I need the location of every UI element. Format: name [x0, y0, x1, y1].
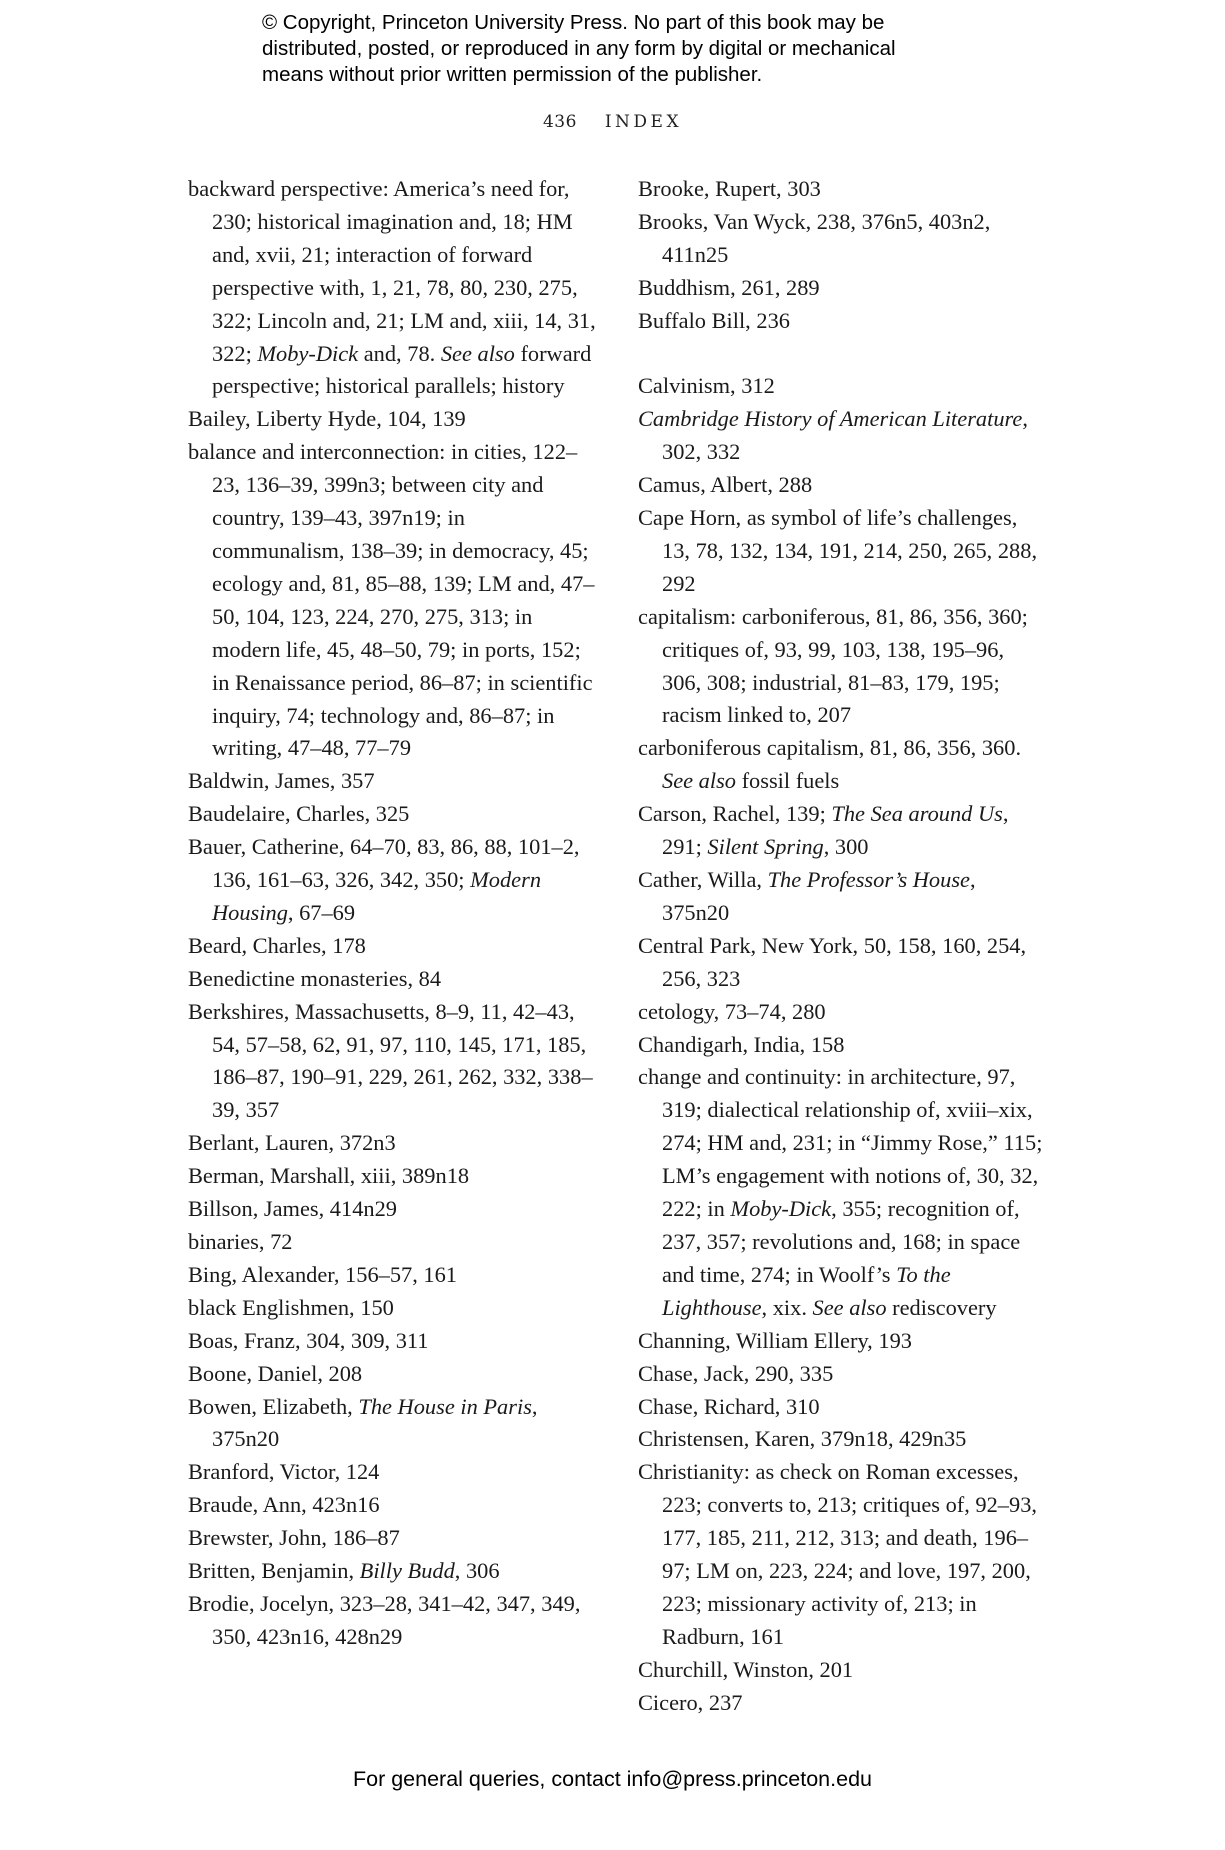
entry-text: carboniferous capitalism, 81, 86, 356, 360.	[638, 735, 1022, 761]
section-title: INDEX	[604, 112, 683, 132]
index-entry	[188, 403, 598, 436]
index-entry	[638, 370, 1043, 403]
italic-title: Modern Housing	[212, 867, 542, 925]
entry-text: balance and interconnection: in cities, 122–23, 136–39, 399n3; between city and country, 139–43, 397n19; in communalism, 138–39; in democracy, 45; ecology and, 81, 85–88, 139; LM and, 47–50, 104, 123, 224, 270, 275, 313; in modern life, 45, 48–50, 79; in ports, 152; in Renaissance period, 86–87; in scientific inquiry, 74; technology and, 86–87; in writing, 47–48, 77–79	[188, 439, 595, 761]
entry-text: , 306	[454, 1558, 500, 1584]
entry-text: Bing, Alexander, 156–57, 161	[188, 1261, 458, 1287]
letter-group-spacer	[638, 338, 1043, 371]
index-entry	[188, 963, 598, 996]
index-entry	[638, 1029, 1043, 1062]
index-entry	[188, 1456, 598, 1489]
entry-text: Boas, Franz, 304, 309, 311	[188, 1327, 429, 1353]
entry-text: Brewster, John, 186–87	[188, 1525, 400, 1551]
copyright-notice	[262, 10, 1022, 88]
index-entry	[638, 601, 1043, 733]
index-entry	[638, 305, 1043, 338]
entry-text: Baudelaire, Charles, 325	[188, 801, 410, 827]
entry-text: , 375n20	[662, 867, 976, 925]
index-entry	[188, 1555, 598, 1588]
italic-title: Billy Budd	[359, 1558, 455, 1584]
entry-text: backward perspective: America’s need for, 230; historical imagination and, 18; HM and, xvii, 21; interaction of forward perspective with, 1, 21, 78, 80, 230, 275, 322; Lincoln and, 21; LM and, xiii, 14, 31, 322;	[188, 176, 596, 366]
entry-text: Carson, Rachel, 139;	[638, 801, 832, 827]
index-entry	[188, 1127, 598, 1160]
entry-text: , 300	[823, 834, 869, 860]
index-entry	[188, 1193, 598, 1226]
index-entry	[638, 173, 1043, 206]
entry-text: Benedictine monasteries, 84	[188, 965, 442, 991]
italic-title: Cambridge History of American Literature	[638, 406, 1023, 432]
copyright-line: means without prior written permission of the publisher.	[262, 63, 763, 86]
italic-title: Silent Spring	[707, 834, 824, 860]
running-head	[0, 112, 1225, 132]
italic-title: Moby-Dick	[257, 340, 359, 366]
index-entry	[638, 1325, 1043, 1358]
entry-text: , 291;	[662, 801, 1009, 860]
entry-text: forward perspective; historical parallels; history	[212, 340, 592, 399]
entry-text: Cape Horn, as symbol of life’s challenges, 13, 78, 132, 134, 191, 214, 250, 265, 288, 292	[638, 505, 1038, 596]
index-entry	[638, 732, 1043, 798]
entry-text: , 355; recognition of, 237, 357; revolutions and, 168; in space and time, 274; in Woolf’s	[662, 1196, 1021, 1287]
index-entry	[638, 864, 1043, 930]
entry-text: binaries, 72	[188, 1229, 293, 1254]
entry-text: Baldwin, James, 357	[188, 768, 375, 794]
entry-text: Cicero, 237	[638, 1689, 743, 1715]
index-entry	[188, 1259, 598, 1292]
index-entry	[638, 996, 1043, 1029]
entry-text: , 302, 332	[662, 406, 1028, 465]
index-column-right	[638, 173, 1043, 1720]
index-entry	[638, 272, 1043, 305]
index-entry	[638, 403, 1043, 469]
index-entry	[188, 436, 598, 765]
index-entry	[638, 1391, 1043, 1424]
entry-text: Christensen, Karen, 379n18, 429n35	[638, 1426, 967, 1452]
entry-text: Calvinism, 312	[638, 373, 775, 399]
index-entry	[638, 1061, 1043, 1324]
entry-text: , xix.	[761, 1294, 813, 1320]
entry-text: Camus, Albert, 288	[638, 472, 813, 498]
index-entry	[638, 469, 1043, 502]
index-entry	[188, 930, 598, 963]
entry-text: Cather, Willa,	[638, 867, 768, 893]
index-entry	[188, 1325, 598, 1358]
index-entry	[188, 1358, 598, 1391]
entry-text: change and continuity: in architecture, 97, 319; dialectical relationship of, xviii–xix, 274; HM and, 231; in “Jimmy Rose,” 115; LM’s engagement with notions of, 30, 32, 222; in	[638, 1064, 1043, 1222]
entry-text: fossil fuels	[736, 768, 840, 794]
index-entry	[188, 996, 598, 1128]
entry-text: Chase, Richard, 310	[638, 1393, 820, 1419]
index-entry	[188, 1292, 598, 1325]
entry-text: Christianity: as check on Roman excesses, 223; converts to, 213; critiques of, 92–93, 177, 185, 211, 212, 313; and death, 196–97; LM on, 223, 224; and love, 197, 200, 223; missionary activity of, 213; in Radburn, 161	[638, 1459, 1037, 1649]
entry-text: Berman, Marshall, xiii, 389n18	[188, 1163, 470, 1189]
entry-text: Brooke, Rupert, 303	[638, 176, 821, 201]
index-entry	[188, 798, 598, 831]
entry-text: Berkshires, Massachusetts, 8–9, 11, 42–43, 54, 57–58, 62, 91, 97, 110, 145, 171, 185, 186–87, 190–91, 229, 261, 262, 332, 338–39, 357	[188, 998, 593, 1123]
entry-text: Berlant, Lauren, 372n3	[188, 1130, 396, 1156]
index-entry	[638, 206, 1043, 272]
index-entry	[188, 765, 598, 798]
entry-text: Churchill, Winston, 201	[638, 1656, 854, 1682]
entry-text: Braude, Ann, 423n16	[188, 1492, 380, 1518]
italic-title: The Sea around Us	[831, 801, 1003, 827]
copyright-line: distributed, posted, or reproduced in any form by digital or mechanical	[262, 37, 896, 60]
index-entry	[188, 173, 598, 403]
footer-contact: For general queries, contact info@press.princeton.edu	[352, 1767, 872, 1791]
index-entry	[638, 1654, 1043, 1687]
entry-text: Buffalo Bill, 236	[638, 307, 790, 333]
italic-title: To the Lighthouse	[662, 1261, 951, 1320]
entry-text: , 67–69	[287, 899, 356, 925]
entry-text: Chase, Jack, 290, 335	[638, 1360, 834, 1386]
index-entry	[638, 1687, 1043, 1720]
index-entry	[638, 502, 1043, 601]
entry-text: Brooks, Van Wyck, 238, 376n5, 403n2, 411n25	[638, 208, 991, 267]
index-entry	[638, 1456, 1043, 1653]
entry-text: Chandigarh, India, 158	[638, 1031, 845, 1057]
entry-text: black Englishmen, 150	[188, 1294, 394, 1320]
entry-text: cetology, 73–74, 280	[638, 998, 826, 1024]
index-entry	[188, 1391, 598, 1457]
entry-text: Bauer, Catherine, 64–70, 83, 86, 88, 101–2, 136, 161–63, 326, 342, 350;	[188, 834, 580, 893]
entry-text: , 375n20	[212, 1393, 538, 1452]
entry-text: Boone, Daniel, 208	[188, 1360, 363, 1386]
entry-text: Branford, Victor, 124	[188, 1459, 380, 1485]
entry-text: Britten, Benjamin,	[188, 1558, 360, 1584]
italic-title: See also	[662, 768, 736, 794]
index-entry	[188, 831, 598, 930]
italic-title: Moby-Dick	[730, 1196, 832, 1222]
italic-title: See also	[812, 1294, 887, 1320]
index-entry	[638, 798, 1043, 864]
entry-text: Buddhism, 261, 289	[638, 274, 820, 300]
index-entry	[638, 1358, 1043, 1391]
index-entry	[638, 1423, 1043, 1456]
entry-text: Central Park, New York, 50, 158, 160, 254, 256, 323	[638, 932, 1027, 991]
index-entry	[188, 1489, 598, 1522]
entry-text: Bailey, Liberty Hyde, 104, 139	[188, 406, 466, 432]
entry-text: and, 78.	[358, 340, 441, 366]
index-entry	[188, 1522, 598, 1555]
index-column-left	[188, 173, 598, 1654]
entry-text: Channing, William Ellery, 193	[638, 1327, 912, 1353]
index-entry	[188, 1160, 598, 1193]
entry-text: Billson, James, 414n29	[188, 1196, 397, 1222]
entry-text: Brodie, Jocelyn, 323–28, 341–42, 347, 349, 350, 423n16, 428n29	[188, 1590, 581, 1649]
index-entry	[188, 1226, 598, 1259]
entry-text: Beard, Charles, 178	[188, 932, 366, 958]
italic-title: The House in Paris	[358, 1393, 532, 1419]
page-number: 436	[542, 112, 577, 132]
index-entry	[188, 1588, 598, 1654]
entry-text: rediscovery	[886, 1294, 997, 1320]
entry-text: capitalism: carboniferous, 81, 86, 356, 360; critiques of, 93, 99, 103, 138, 195–96, 306, 308; industrial, 81–83, 179, 195; racism linked to, 207	[638, 603, 1028, 728]
index-entry	[638, 930, 1043, 996]
copyright-line: © Copyright, Princeton University Press. No part of this book may be	[262, 11, 885, 34]
italic-title: The Professor’s House	[767, 867, 970, 893]
entry-text: Bowen, Elizabeth,	[188, 1393, 359, 1419]
italic-title: See also	[440, 340, 515, 366]
